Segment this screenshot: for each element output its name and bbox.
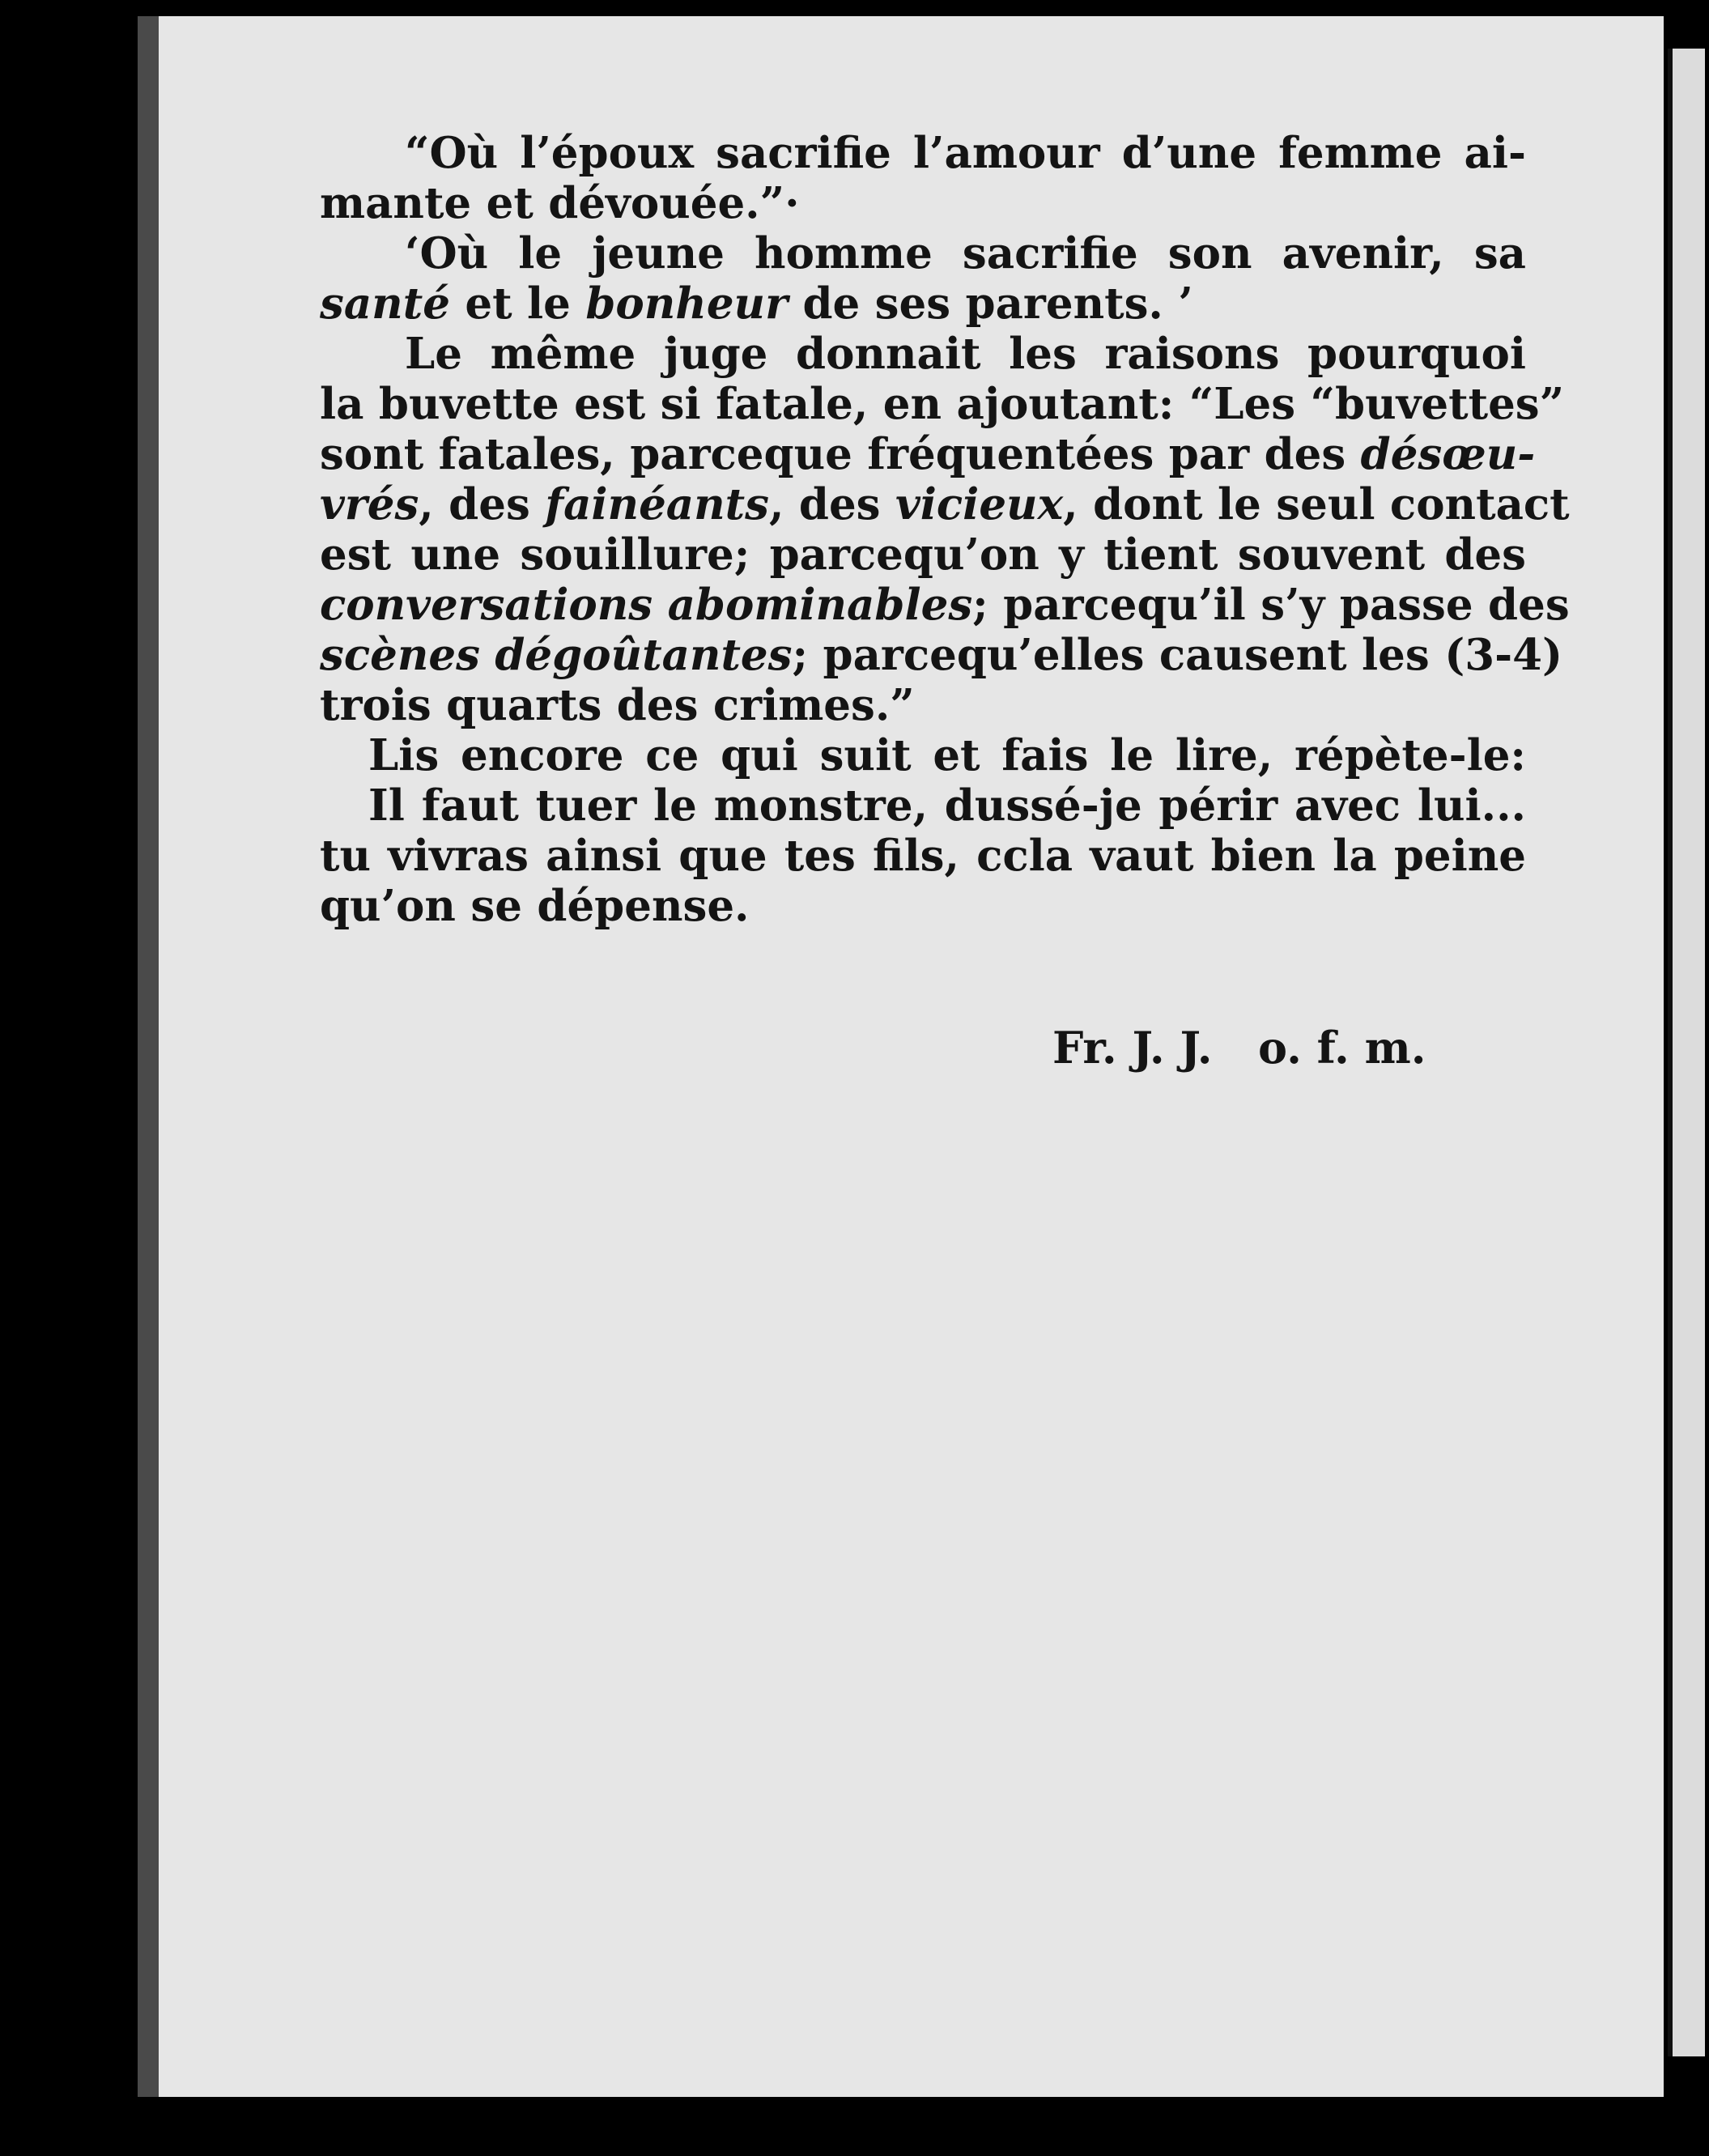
text-segment: mante et dévouée.”· xyxy=(320,178,800,228)
text-line xyxy=(320,730,1526,780)
italic-text: vicieux xyxy=(895,479,1064,529)
text-line xyxy=(320,881,1526,931)
text-segment: et le xyxy=(449,279,586,329)
text-segment: tu vivras ainsi que tes fils, ccla vaut bien la peine xyxy=(320,831,1526,881)
text-segment: “Où l’époux sacrifie l’amour d’une femme ai- xyxy=(405,128,1526,178)
next-page-edge xyxy=(1668,49,1705,2056)
text-segment: de ses parents. ’ xyxy=(788,279,1193,329)
text-line xyxy=(320,178,1526,228)
text-line xyxy=(320,279,1526,329)
text-line xyxy=(320,429,1536,479)
text-line xyxy=(320,680,1526,730)
text-line xyxy=(320,379,1565,429)
text-segment: Lis encore ce qui suit et fais le lire, répète-le: xyxy=(368,730,1526,780)
text-line xyxy=(320,580,1570,630)
text-segment: , des xyxy=(769,479,895,529)
text-line xyxy=(320,128,1526,178)
text-line xyxy=(320,630,1563,680)
text-segment: ; parcequ’il s’y passe des xyxy=(972,580,1570,630)
text-segment: est une souillure; parcequ’on y tient souvent des xyxy=(320,529,1526,580)
text-line xyxy=(320,329,1526,379)
text-line xyxy=(320,780,1526,831)
italic-text: bonheur xyxy=(585,279,788,329)
text-segment: ; parcequ’elles causent les (3-4) xyxy=(792,630,1563,680)
text-segment: , des xyxy=(419,479,546,529)
text-line xyxy=(320,228,1526,279)
italic-text: santé xyxy=(320,279,450,329)
signature: Fr. J. J. o. f. m. xyxy=(1052,1022,1426,1074)
text-line xyxy=(320,831,1526,881)
italic-text: scènes dégoûtantes xyxy=(320,630,793,680)
text-line xyxy=(320,529,1526,580)
italic-text: conversations abominables xyxy=(320,580,973,630)
text-segment: sont fatales, parceque fréquentées par des xyxy=(320,429,1361,479)
text-segment: Le même juge donnait les raisons pourquoi xyxy=(405,329,1526,379)
italic-text: désœu- xyxy=(1360,429,1536,479)
text-segment: trois quarts des crimes.” xyxy=(320,680,915,730)
text-segment: Il faut tuer le monstre, dussé-je périr avec lui... xyxy=(368,780,1526,831)
body-text xyxy=(320,128,1570,931)
italic-text: vrés xyxy=(320,479,419,529)
italic-text: fainéants xyxy=(545,479,769,529)
text-segment: la buvette est si fatale, en ajoutant: “Les “buvettes” xyxy=(320,379,1565,429)
text-segment: , dont le seul contact xyxy=(1063,479,1570,529)
text-line xyxy=(320,479,1570,529)
text-segment: ‘Où le jeune homme sacrifie son avenir, sa xyxy=(405,228,1526,279)
text-segment: qu’on se dépense. xyxy=(320,881,750,931)
